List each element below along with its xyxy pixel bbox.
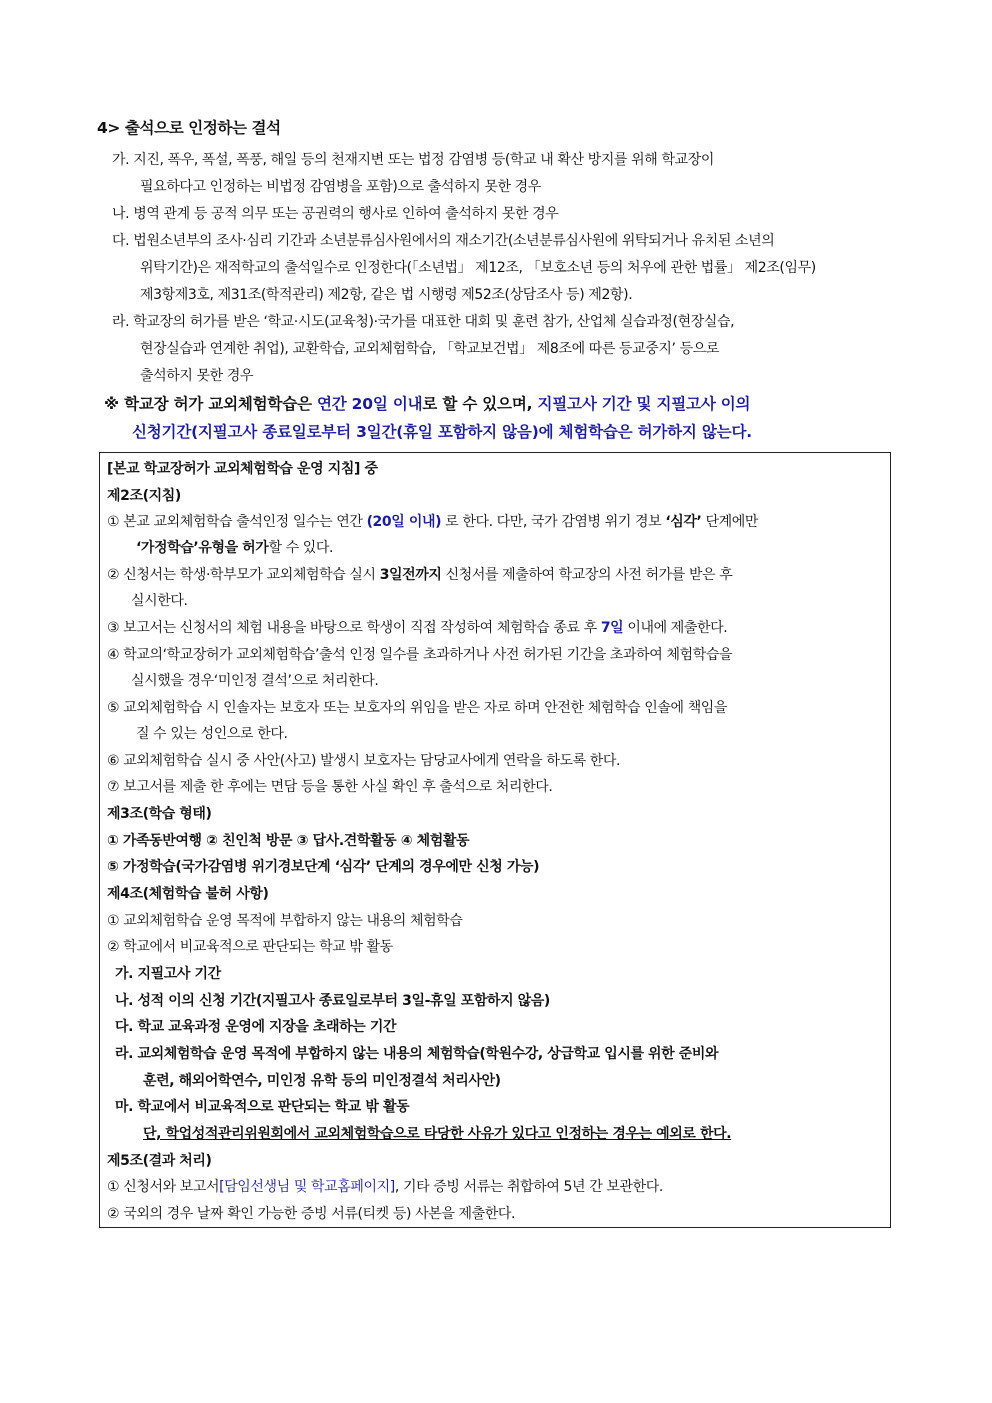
- article-5-item-1: [107, 1177, 663, 1197]
- article-4-item-2: ② 학교에서 비교육적으로 판단되는 학교 밖 활동: [107, 939, 393, 955]
- article-4-exception: 단, 학업성적관리위원회에서 교외체험학습으로 타당한 사유가 있다고 인정하는 경우는 예외로 한다.: [143, 1126, 732, 1142]
- article-4-heading: 제4조(체험학습 불허 사항): [107, 886, 269, 902]
- item-da-line1: 다. 법원소년부의 조사·심리 기간과 소년분류심사원에서의 재소기간(소년분류심사원에 위탁되거나 유치된 소년의: [112, 233, 775, 249]
- notice-days-limit: 연간 20일 이내: [316, 395, 423, 413]
- notice-exam-period: 지필고사 기간 및 지필고사 이의: [537, 395, 751, 413]
- a2-1-text: ① 본교 교외체험학습 출석인정 일수는 연간: [107, 514, 367, 530]
- a2-1-home-learning: ‘가정학습’유형을 허가: [136, 540, 269, 556]
- a2-2-deadline: 3일전까지: [379, 567, 442, 583]
- a2-3-text: ③ 보고서는 신청서의 체험 내용을 바탕으로 학생이 직접 작성하여 체험학습 종료 후: [107, 620, 601, 636]
- notice-part3: 로 할 수 있으며,: [422, 395, 538, 413]
- item-ra-line3: 출석하지 못한 경우: [140, 368, 254, 384]
- article-4-sub-ra: 라. 교외체험학습 운영 목적에 부합하지 않는 내용의 체험학습(학원수강, 상급학교 입시를 위한 준비와: [115, 1046, 719, 1062]
- article-2-item-6: ⑥ 교외체험학습 실시 중 사안(사고) 발생시 보호자는 담당교사에게 연락을 하도록 한다.: [107, 753, 621, 769]
- a2-2-text: ② 신청서는 학생·학부모가 교외체험학습 실시: [107, 567, 380, 583]
- item-ra-line1: 라. 학교장의 허가를 받은 ‘학교·시도(교육청)·국가를 대표한 대회 및 훈련 참가, 산업체 실습과정(현장실습,: [112, 314, 735, 330]
- a2-2-text2: 신청서를 제출하여 학교장의 사전 허가를 받은 후: [441, 567, 733, 583]
- notice-line1: [104, 394, 750, 414]
- article-4-sub-ma: 마. 학교에서 비교육적으로 판단되는 학교 밖 활동: [115, 1099, 410, 1115]
- article-3-heading: 제3조(학습 형태): [107, 806, 212, 822]
- article-5-item-2: ② 국외의 경우 날짜 확인 가능한 증빙 서류(티켓 등) 사본을 제출한다.: [107, 1206, 516, 1222]
- article-2-item-4: ④ 학교의‘학교장허가 교외체험학습’출석 인정 일수를 초과하거나 사전 허가된 기간을 초과하여 체험학습을: [107, 647, 733, 663]
- a5-1-text: ① 신청서와 보고서: [107, 1179, 220, 1195]
- article-4-sub-na: 나. 성적 이의 신청 기간(지필고사 종료일로부터 3일-휴일 포함하지 않음): [115, 993, 550, 1009]
- article-2-item-5-cont: 질 수 있는 성인으로 한다.: [136, 726, 288, 742]
- article-3-item-2: ⑤ 가정학습(국가감염병 위기경보단계 ‘심각’ 단계의 경우에만 신청 가능): [107, 859, 540, 875]
- article-4-sub-ga: 가. 지필고사 기간: [115, 966, 221, 982]
- a5-1-submit-to: [담임선생님 및 학교홈페이지]: [219, 1179, 395, 1195]
- article-4-sub-da: 다. 학교 교육과정 운영에 지장을 초래하는 기간: [115, 1019, 397, 1035]
- item-da-line3: 제3항제3호, 제31조(학적관리) 제2항, 같은 법 시행령 제52조(상담조사 등) 제2항).: [140, 287, 633, 303]
- a2-3-text2: 이내에 제출한다.: [623, 620, 728, 636]
- a2-3-days: 7일: [600, 620, 624, 636]
- article-2-item-4-cont: 실시했을 경우‘미인정 결석’으로 처리한다.: [131, 673, 379, 689]
- notice-part1: ※ 학교장 허가 교외체험학습은: [104, 395, 317, 413]
- notice-line2: 신청기간(지필고사 종료일로부터 3일간(휴일 포함하지 않음)에 체험학습은 허가하지 않는다.: [132, 423, 752, 441]
- a2-1-days: (20일 이내): [366, 514, 442, 530]
- a5-1-text2: , 기타 증빙 서류는 취합하여 5년 간 보관한다.: [394, 1179, 663, 1195]
- article-2-item-5: ⑤ 교외체험학습 시 인솔자는 보호자 또는 보호자의 위임을 받은 자로 하며 안전한 체험학습 인솔에 책임을: [107, 700, 728, 716]
- article-2-item-2-cont: 실시한다.: [131, 593, 188, 609]
- article-4-item-1: ① 교외체험학습 운영 목적에 부합하지 않는 내용의 체험학습: [107, 913, 463, 929]
- article-2-item-1: [107, 512, 758, 532]
- a2-1-text4: 할 수 있다.: [268, 540, 334, 556]
- article-2-item-2: [107, 565, 732, 585]
- article-2-item-3: [107, 618, 727, 638]
- a2-1-serious: ‘심각’: [665, 514, 702, 530]
- article-4-sub-ra-cont: 훈련, 해외어학연수, 미인정 유학 등의 미인정결석 처리사안): [143, 1073, 501, 1089]
- a2-1-text2: 로 한다. 다만, 국가 감염병 위기 경보: [441, 514, 666, 530]
- box-title: [본교 학교장허가 교외체험학습 운영 지침] 중: [107, 461, 378, 477]
- article-2-item-1-cont: [136, 538, 333, 558]
- article-5-heading: 제5조(결과 처리): [107, 1153, 212, 1169]
- item-na-line1: 나. 병역 관계 등 공적 의무 또는 공권력의 행사로 인하여 출석하지 못한 경우: [112, 206, 559, 222]
- item-ra-line2: 현장실습과 연계한 취업), 교환학습, 교외체험학습, 「학교보건법」 제8조에 따른 등교중지’ 등으로: [140, 341, 720, 357]
- article-2-item-7: ⑦ 보고서를 제출 한 후에는 면담 등을 통한 사실 확인 후 출석으로 처리한다.: [107, 779, 553, 795]
- item-da-line2: 위탁기간)은 재적학교의 출석일수로 인정한다(「소년법」 제12조, 「보호소년 등의 처우에 관한 법률」 제2조(임무): [140, 260, 816, 276]
- article-2-heading: 제2조(지침): [107, 488, 181, 504]
- a2-1-text3: 단계에만: [701, 514, 758, 530]
- item-ga-line1: 가. 지진, 폭우, 폭설, 폭풍, 해일 등의 천재지변 또는 법정 감염병 등(학교 내 확산 방지를 위해 학교장이: [112, 152, 714, 168]
- article-3-item-1: ① 가족동반여행 ② 친인척 방문 ③ 답사.견학활동 ④ 체험활동: [107, 833, 470, 849]
- section-title: 4> 출석으로 인정하는 결석: [97, 119, 281, 137]
- item-ga-line2: 필요하다고 인정하는 비법정 감염병을 포함)으로 출석하지 못한 경우: [140, 179, 541, 195]
